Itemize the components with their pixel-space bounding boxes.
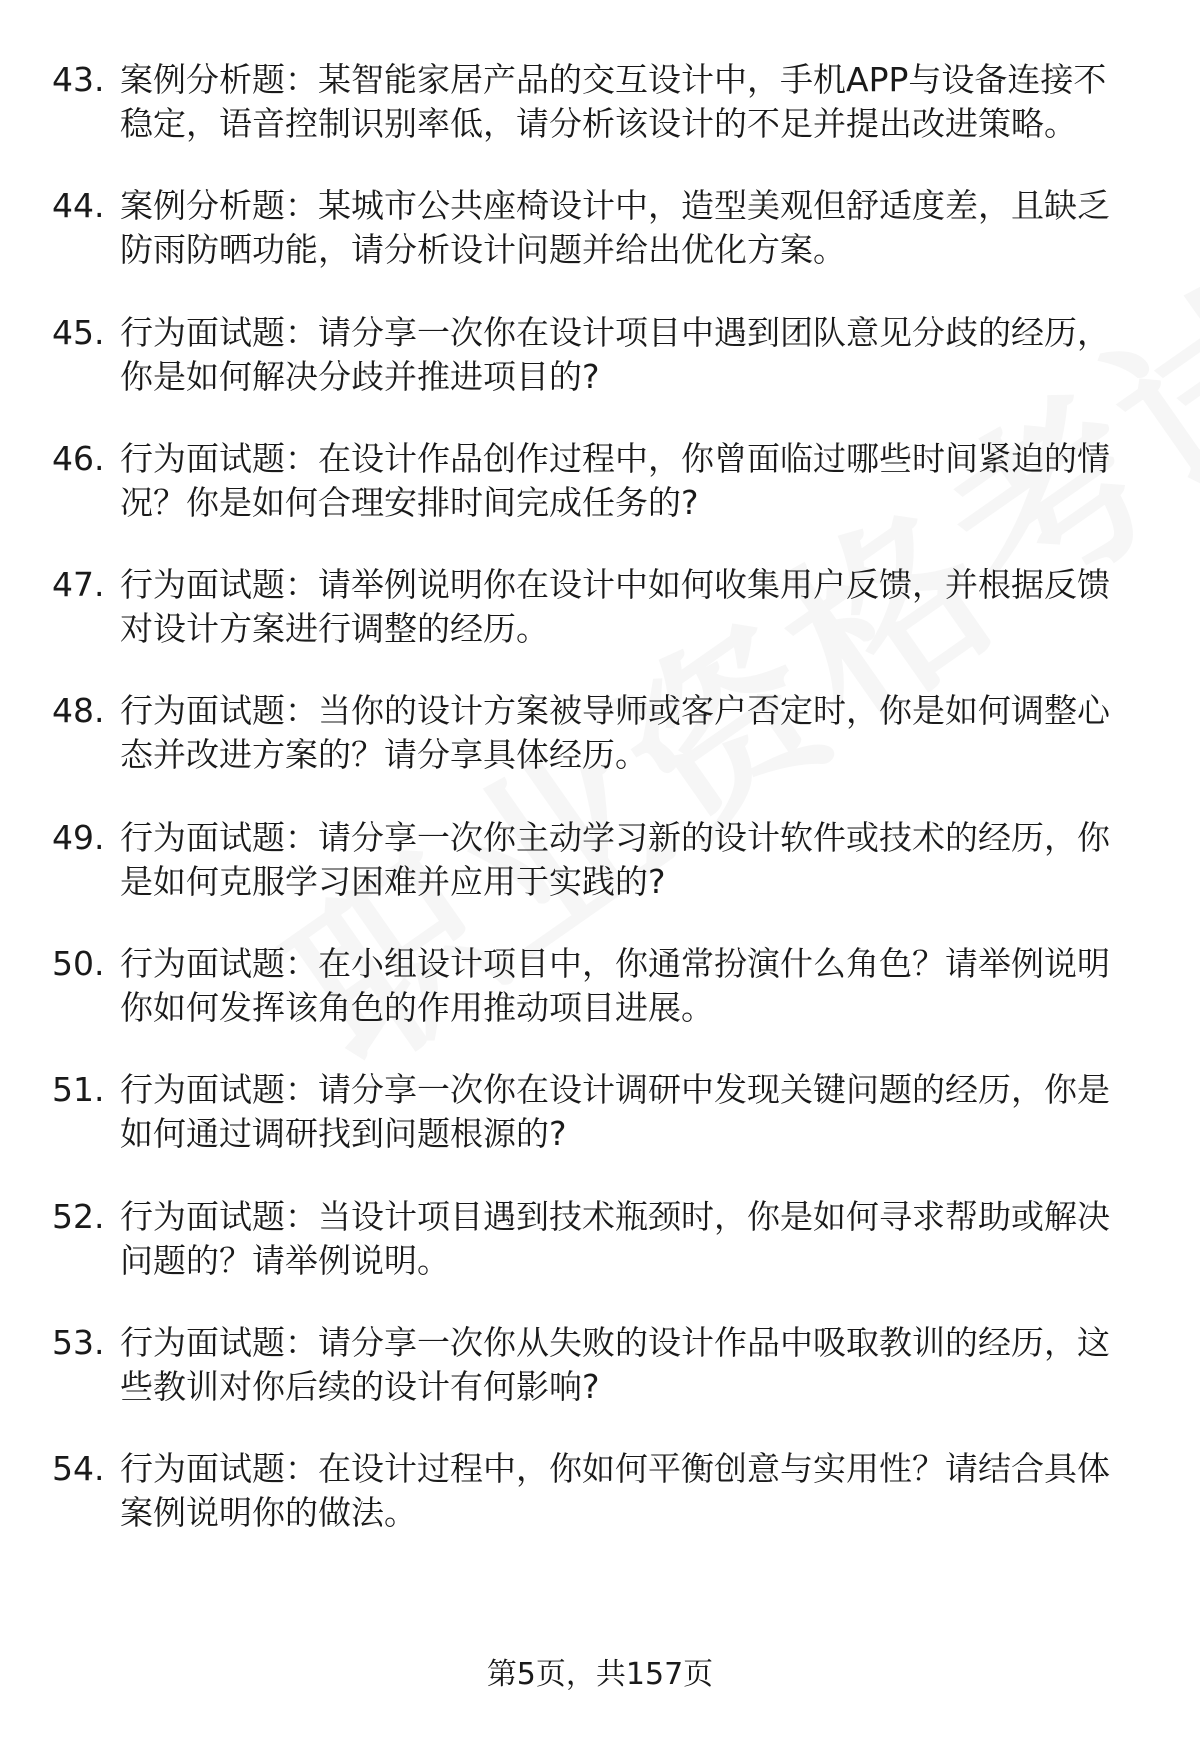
question-text: 行为面试题：请分享一次你从失败的设计作品中吸取教训的经历，这些教训对你后续的设计有何影响? [120, 1322, 1110, 1406]
question-number: 52. [52, 1196, 105, 1236]
question-text: 行为面试题：请分享一次你主动学习新的设计软件或技术的经历，你是如何克服学习困难并应用于实践的? [120, 817, 1110, 901]
question-text: 行为面试题：当设计项目遇到技术瓶颈时，你是如何寻求帮助或解决问题的？请举例说明。 [120, 1196, 1110, 1280]
question-item [52, 311, 1152, 399]
question-text: 行为面试题：请分享一次你在设计调研中发现关键问题的经历，你是如何通过调研找到问题根源的? [120, 1070, 1110, 1154]
question-text: 案例分析题：某城市公共座椅设计中，造型美观但舒适度差，且缺乏防雨防晒功能，请分析设计问题并给出优化方案。 [120, 186, 1110, 270]
question-number: 43. [52, 60, 105, 99]
question-item [52, 58, 1152, 146]
question-text: 行为面试题：请分享一次你在设计项目中遇到团队意见分歧的经历，你是如何解决分歧并推进项目的? [120, 312, 1110, 396]
question-item [52, 942, 1152, 1030]
question-number: 51. [52, 1070, 105, 1110]
page-footer: 第5页，共157页 [486, 1657, 714, 1692]
question-number: 47. [52, 565, 105, 605]
question-number: 54. [52, 1449, 105, 1489]
question-text: 行为面试题：在设计过程中，你如何平衡创意与实用性？请结合具体案例说明你的做法。 [120, 1449, 1110, 1533]
question-list [52, 58, 1152, 1574]
question-item [52, 437, 1152, 525]
question-item [52, 689, 1152, 777]
question-number: 44. [52, 186, 105, 226]
question-number: 48. [52, 691, 105, 731]
question-item [52, 1195, 1152, 1283]
question-text: 行为面试题：在设计作品创作过程中，你曾面临过哪些时间紧迫的情况？你是如何合理安排时间完成任务的? [120, 438, 1110, 522]
question-item [52, 563, 1152, 651]
question-text: 案例分析题：某智能家居产品的交互设计中，手机APP与设备连接不稳定，语音控制识别率低，请分析该设计的不足并提出改进策略。 [120, 60, 1107, 143]
question-number: 50. [52, 944, 105, 984]
question-item [52, 1068, 1152, 1156]
question-text: 行为面试题：请举例说明你在设计中如何收集用户反馈，并根据反馈对设计方案进行调整的经历。 [120, 565, 1110, 649]
question-text: 行为面试题：当你的设计方案被导师或客户否定时，你是如何调整心态并改进方案的？请分享具体经历。 [120, 691, 1110, 775]
question-item [52, 184, 1152, 272]
question-number: 46. [52, 438, 105, 478]
question-item [52, 1321, 1152, 1409]
question-number: 49. [52, 817, 105, 857]
question-number: 45. [52, 312, 105, 352]
question-number: 53. [52, 1322, 105, 1362]
question-text: 行为面试题：在小组设计项目中，你通常扮演什么角色？请举例说明你如何发挥该角色的作用推动项目进展。 [120, 944, 1110, 1028]
question-item [52, 1447, 1152, 1535]
question-item [52, 816, 1152, 904]
